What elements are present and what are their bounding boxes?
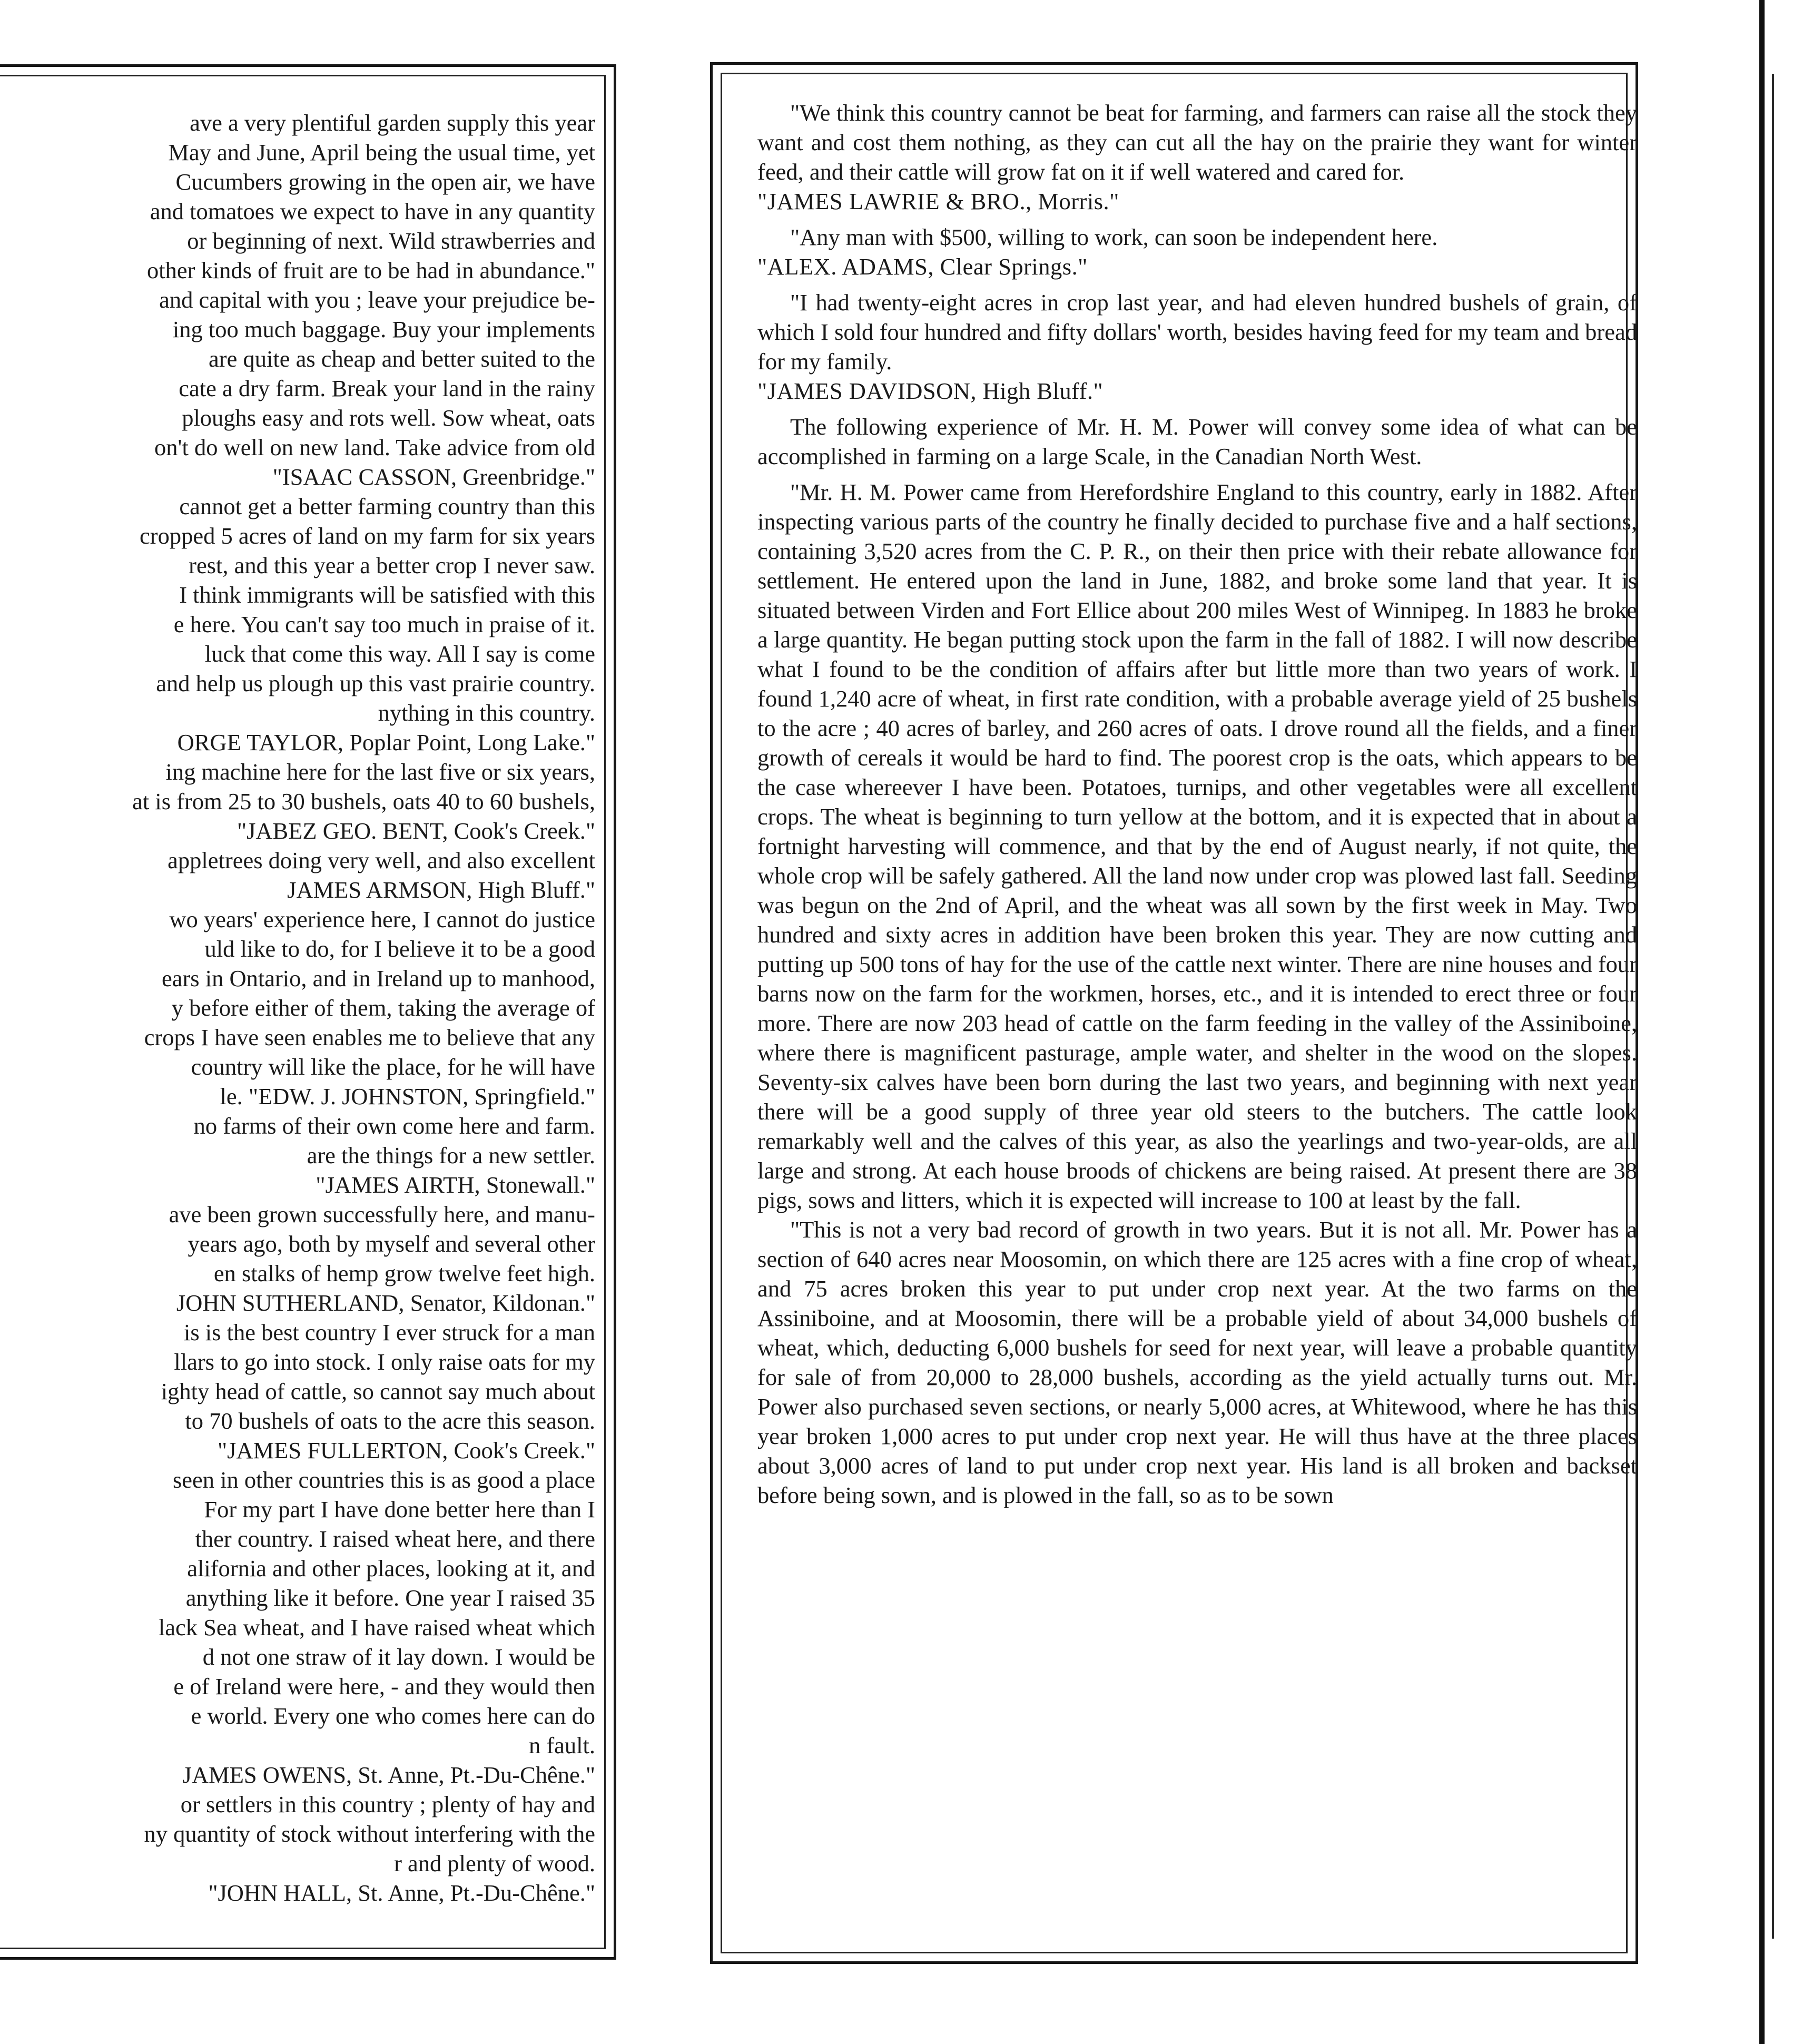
left-column-line: ing too much baggage. Buy your implements	[172, 316, 595, 342]
testimonial-adams: "Any man with $500, willing to work, can soon be independent here.	[790, 224, 1438, 250]
left-column-line: Cucumbers growing in the open air, we have	[175, 169, 595, 195]
left-column-line: "ISAAC CASSON, Greenbridge."	[272, 464, 595, 490]
left-column-line: ave been grown successfully here, and manu-	[169, 1201, 595, 1227]
left-column-line: e world. Every one who comes here can do	[191, 1703, 595, 1729]
left-column-line: d not one straw of it lay down. I would be	[202, 1644, 595, 1670]
left-column-line: "JOHN HALL, St. Anne, Pt.-Du-Chêne."	[208, 1880, 595, 1906]
left-column-line: ther country. I raised wheat here, and there	[195, 1526, 595, 1552]
page-edge-shadow	[1759, 0, 1765, 2044]
left-column-line: For my part I have done better here than I	[204, 1496, 595, 1522]
left-column-line: ears in Ontario, and in Ireland up to manhood,	[161, 965, 595, 991]
left-column-line: JAMES ARMSON, High Bluff."	[287, 877, 595, 903]
left-column-line: is is the best country I ever struck for a man	[184, 1319, 595, 1345]
left-column-line: and help us plough up this vast prairie country.	[156, 670, 595, 696]
signature-lawrie: "JAMES LAWRIE & BRO., Morris."	[757, 188, 1119, 214]
left-column-line: other kinds of fruit are to be had in abundance."	[146, 257, 595, 283]
testimonial-lawrie: "We think this country cannot be beat for farming, and farmers can raise all the stock they want and cost them nothing, as they can cut all the hay on the prairie they want for winter feed, and their cattle will grow fat on it if well watered and cared for.	[757, 100, 1637, 185]
left-column-line: appletrees doing very well, and also excellent	[168, 847, 595, 873]
next-page-frame-edge	[1772, 74, 1774, 1939]
power-report-paragraph: "Mr. H. M. Power came from Herefordshire England to this country, early in 1882. After inspecting various parts of the country he finally decided to purchase five and a half sections, containing 3,520 acres from the C. P. R., on their then price with their rebate allowance for settlement. He entered upon the land in June, 1882, and broke some land that year. It is situated between Virden and Fort Ellice about 200 miles West of Winnipeg. In 1883 he broke a large quantity. He began putting stock upon the farm in the fall of 1882. I will now describe what I found to be the condition of affairs after but little more than two years of work. I found 1,240 acre of wheat, in first rate condition, with a probable average yield of 25 bushels to the acre ; 40 acres of barley, and 260 acres of oats. I drove round all the fields, and a finer growth of cereals it would be hard to find. The poorest crop is the oats, which appears to be the case whereever I have been. Potatoes, turnips, and other vegetables were all excellent crops. The wheat is beginning to turn yellow at the bottom, and it is expected that in about a fortnight harvesting will commence, and that by the end of August nearly, if not quite, the whole crop will be safely gathered. All the land now under crop was plowed last fall. Seeding was begun on the 2nd of April, and the wheat was all sown by the first week in May. Two hundred and sixty acres in addition have been broken this year. They are now cutting and putting up 500 tons of hay for the use of the cattle next winter. There are nine houses and four barns now on the farm for the workmen, horses, etc., and it is intended to erect three or four more. There are now 203 head of cattle on the farm feeding in the valley of the Assiniboine, where there is magnificent pasturage, ample water, and shelter in the wood on the slopes. Seventy-six calves have been born during the last two years, and beginning with next year there will be a good supply of three year old steers to the butchers. The cattle look remarkably well and the calves of this year, as also the yearlings and two-year-olds, are all large and strong. At each house broods of chickens are being raised. At present there are 38 pigs, sows and litters, which it is expected will increase to 100 at least by the fall.	[757, 479, 1637, 1213]
left-column-line: JAMES OWENS, St. Anne, Pt.-Du-Chêne."	[182, 1762, 595, 1788]
left-column-line: anything like it before. One year I raised 35	[185, 1585, 595, 1611]
left-column-line: are the things for a new settler.	[307, 1142, 595, 1168]
left-column-line: ave a very plentiful garden supply this year	[190, 110, 595, 136]
left-column-line: ORGE TAYLOR, Poplar Point, Long Lake."	[177, 729, 595, 755]
left-column-line: rest, and this year a better crop I never saw.	[189, 552, 595, 578]
right-text-column	[757, 98, 1637, 1937]
left-column-line: nything in this country.	[378, 700, 595, 726]
left-column-line: r and plenty of wood.	[394, 1850, 595, 1876]
left-column-line: ny quantity of stock without interfering with the	[144, 1821, 595, 1847]
left-column-line: JOHN SUTHERLAND, Senator, Kildonan."	[176, 1290, 595, 1316]
left-column-line: alifornia and other places, looking at it, and	[187, 1555, 595, 1581]
left-column-line: crops I have seen enables me to believe that any	[144, 1024, 595, 1050]
left-column-line: "JAMES AIRTH, Stonewall."	[316, 1172, 595, 1198]
left-column-line: cropped 5 acres of land on my farm for six years	[140, 523, 595, 549]
left-column-line: to 70 bushels of oats to the acre this season.	[185, 1408, 595, 1434]
left-column-line: luck that come this way. All I say is come	[204, 641, 595, 667]
left-column-line: country will like the place, for he will have	[191, 1054, 595, 1080]
left-column-line: e of Ireland were here, - and they would then	[173, 1673, 595, 1699]
left-column-line: n fault.	[528, 1732, 595, 1758]
left-column-line: "JAMES FULLERTON, Cook's Creek."	[217, 1437, 595, 1463]
left-column-line: years ago, both by myself and several other	[188, 1231, 595, 1257]
power-intro-paragraph: The following experience of Mr. H. M. Power will convey some idea of what can be accomplished in farming on a large Scale, in the Canadian North West.	[757, 414, 1637, 469]
left-column-line: wo years' experience here, I cannot do justice	[169, 906, 595, 932]
left-column-line: or beginning of next. Wild strawberries and	[187, 228, 595, 254]
left-column-line: ing machine here for the last five or six years,	[165, 759, 595, 785]
left-column-line: or settlers in this country ; plenty of hay and	[180, 1791, 595, 1817]
left-column-line: are quite as cheap and better suited to the	[209, 346, 595, 372]
left-text-column	[0, 108, 595, 1941]
left-column-line: seen in other countries this is as good a place	[172, 1467, 595, 1493]
left-column-line: y before either of them, taking the average of	[171, 995, 595, 1021]
left-column-line: no farms of their own come here and farm.	[193, 1113, 595, 1139]
testimonial-davidson: "I had twenty-eight acres in crop last year, and had eleven hundred bushels of grain, of which I sold four hundred and fifty dollars' worth, besides having feed for my team and bread for my family.	[757, 289, 1637, 375]
left-column-line: on't do well on new land. Take advice from old	[154, 434, 595, 460]
left-column-line: cate a dry farm. Break your land in the rainy	[179, 375, 595, 401]
left-column-line: uld like to do, for I believe it to be a good	[204, 936, 595, 962]
signature-davidson: "JAMES DAVIDSON, High Bluff."	[757, 378, 1104, 404]
signature-adams: "ALEX. ADAMS, Clear Springs."	[757, 253, 1088, 280]
left-column-line: llars to go into stock. I only raise oats for my	[174, 1349, 595, 1375]
left-column-line: en stalks of hemp grow twelve feet high.	[213, 1260, 595, 1286]
left-column-line: May and June, April being the usual time, yet	[168, 139, 595, 165]
left-column-line: I think immigrants will be satisfied with this	[179, 582, 595, 608]
power-growth-paragraph: "This is not a very bad record of growth in two years. But it is not all. Mr. Power has a section of 640 acres near Moosomin, on which there are 125 acres with a fine crop of wheat, and 75 acres broken this year to put under crop next year. At the two farms on the Assiniboine, and at Moosomin, there will be a probable yield of about 34,000 bushels of wheat, which, deducting 6,000 bushels for seed for next year, will leave a probable quantity for sale of from 20,000 to 28,000 bushels, according as the yield actually turns out. Mr. Power also purchased seven sections, or nearly 5,000 acres, at Whitewood, where he has this year broken 1,000 acres to put under crop next year. He will thus have at the three places about 3,000 acres of land to put under crop next year. His land is all broken and backset before being sown, and is plowed in the fall, so as to be sown	[757, 1216, 1637, 1508]
left-column-line: e here. You can't say too much in praise of it.	[173, 611, 595, 637]
left-column-line: and capital with you ; leave your prejudice be-	[159, 287, 595, 313]
left-column-line: lack Sea wheat, and I have raised wheat which	[158, 1614, 595, 1640]
left-column-line: and tomatoes we expect to have in any quantity	[150, 198, 595, 224]
left-column-line: ploughs easy and rots well. Sow wheat, oats	[182, 405, 595, 431]
left-column-line: "JABEZ GEO. BENT, Cook's Creek."	[237, 818, 595, 844]
left-column-line: ighty head of cattle, so cannot say much about	[161, 1378, 595, 1404]
left-column-line: le. "EDW. J. JOHNSTON, Springfield."	[220, 1083, 595, 1109]
left-column-line: cannot get a better farming country than this	[179, 493, 595, 519]
left-column-line: at is from 25 to 30 bushels, oats 40 to 60 bushels,	[132, 788, 595, 814]
